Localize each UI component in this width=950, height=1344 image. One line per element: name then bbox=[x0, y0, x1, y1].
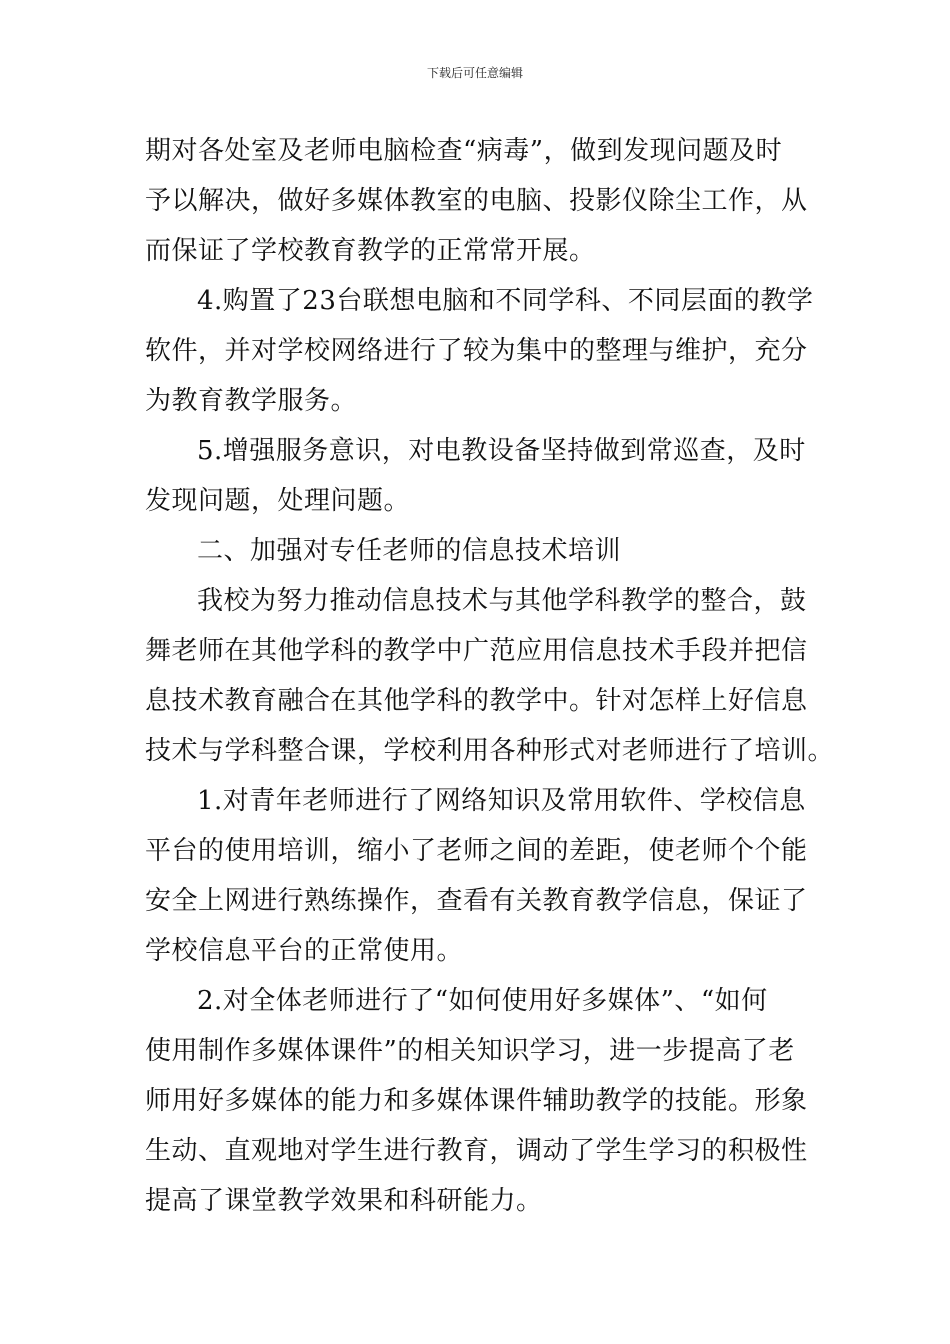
paragraph-item-5 bbox=[145, 426, 807, 526]
text-line: 期对各处室及老师电脑检查“病毒”，做到发现问题及时 bbox=[145, 136, 783, 166]
paragraph-virus-check bbox=[145, 126, 807, 276]
paragraph-item-4 bbox=[145, 276, 814, 426]
text-line: 我校为努力推动信息技术与其他学科教学的整合，鼓 bbox=[197, 586, 807, 616]
text-line: 安全上网进行熟练操作，查看有关教育教学信息，保证了 bbox=[145, 886, 808, 916]
text-line: 学校信息平台的正常使用。 bbox=[145, 936, 464, 966]
text-line: 5.增强服务意识，对电教设备坚持做到常巡查，及时 bbox=[197, 436, 806, 466]
text-line: 使用制作多媒体课件”的相关知识学习，进一步提高了老 bbox=[145, 1036, 795, 1066]
text-line: 软件，并对学校网络进行了较为集中的整理与维护，充分 bbox=[145, 336, 808, 366]
page-header: 下载后可任意编辑 bbox=[426, 66, 523, 80]
text-line: 2.对全体老师进行了“如何使用好多媒体”、“如何 bbox=[197, 986, 768, 1016]
text-line: 息技术教育融合在其他学科的教学中。针对怎样上好信息 bbox=[145, 686, 808, 716]
paragraph-intro bbox=[145, 576, 835, 776]
paragraph-training-1 bbox=[145, 776, 807, 976]
text-line: 而保证了学校教育教学的正常常开展。 bbox=[145, 236, 596, 266]
text-line: 予以解决，做好多媒体教室的电脑、投影仪除尘工作，从 bbox=[145, 186, 808, 216]
document-body bbox=[145, 126, 835, 1226]
text-line: 师用好多媒体的能力和多媒体课件辅助教学的技能。形象 bbox=[145, 1086, 808, 1116]
text-line: 为教育教学服务。 bbox=[145, 386, 358, 416]
text-line: 生动、直观地对学生进行教育，调动了学生学习的积极性 bbox=[145, 1136, 808, 1166]
text-line: 发现问题，处理问题。 bbox=[145, 486, 411, 516]
text-line: 技术与学科整合课，学校利用各种形式对老师进行了培训。 bbox=[145, 736, 835, 766]
section-heading-2 bbox=[145, 526, 807, 576]
text-line: 1.对青年老师进行了网络知识及常用软件、学校信息 bbox=[197, 786, 806, 816]
text-line: 平台的使用培训，缩小了老师之间的差距，使老师个个能 bbox=[145, 836, 808, 866]
text-line: 舞老师在其他学科的教学中广范应用信息技术手段并把信 bbox=[145, 636, 808, 666]
text-line: 4.购置了23台联想电脑和不同学科、不同层面的教学 bbox=[197, 286, 814, 316]
text-line: 提高了课堂教学效果和科研能力。 bbox=[145, 1186, 543, 1216]
text-line: 二、加强对专任老师的信息技术培训 bbox=[197, 536, 622, 566]
paragraph-training-2 bbox=[145, 976, 807, 1226]
